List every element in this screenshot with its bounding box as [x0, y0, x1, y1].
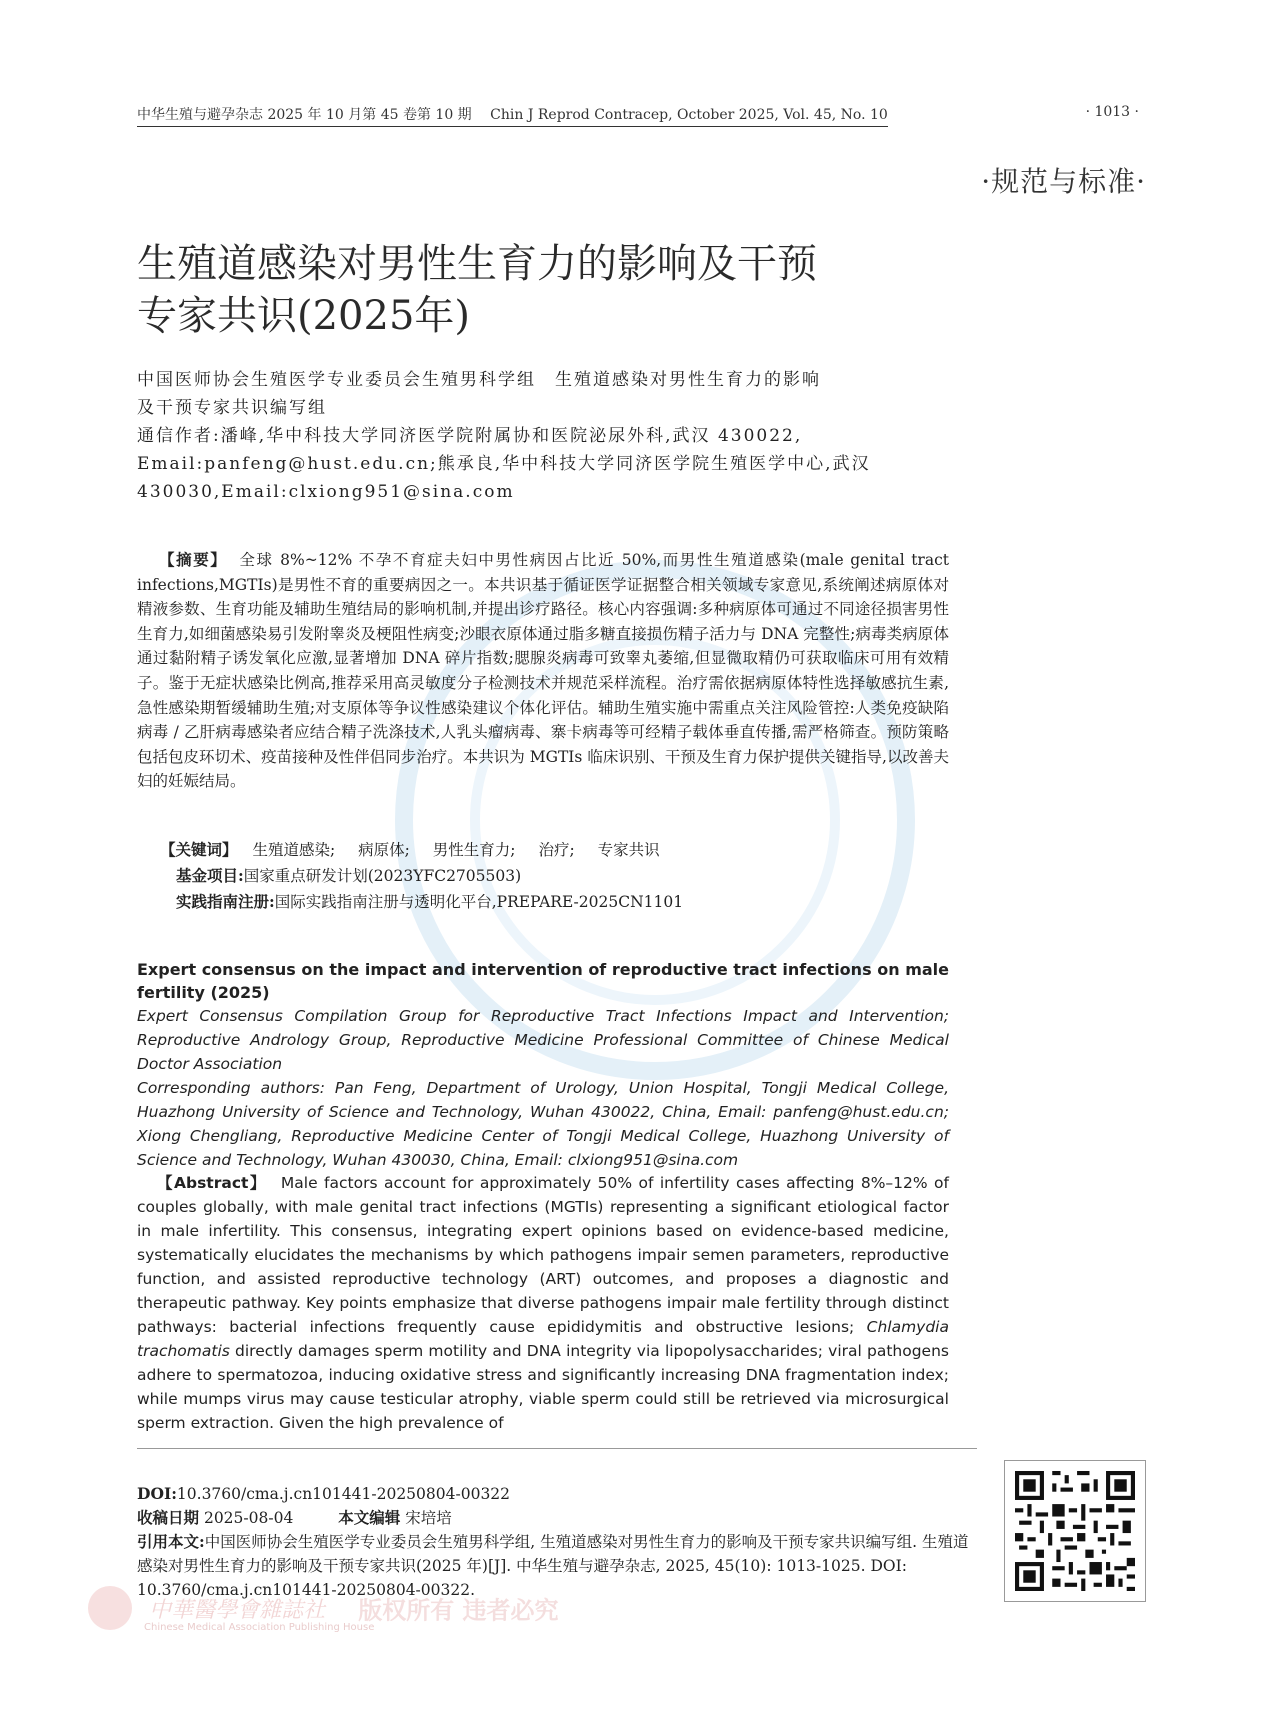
keyword: 病原体; [358, 841, 410, 859]
funding-text: 国家重点研发计划(2023YFC2705503) [243, 867, 522, 885]
running-header [137, 104, 1139, 128]
abstract-cn-text: 全球 8%~12% 不孕不育症夫妇中男性病因占比近 50%,而男性生殖道感染(male genital tract infections,MGTIs)是男性不育的重要病因之一。本共识基于循证医学证据整合相关领域专家意见,系统阐述病原体对精液参数、生育功能及辅助生殖结局的影响机制,并提出诊疗路径。核心内容强调:多种病原体可通过不同途径损害男性生育力,如细菌感染易引发附睾炎及梗阻性病变;沙眼衣原体通过脂多糖直接损伤精子活力与 DNA 完整性;病毒类病原体通过黏附精子诱发氧化应激,显著增加 DNA 碎片指数;腮腺炎病毒可致睾丸萎缩,但显微取精仍可获取临床可用有效精子。鉴于无症状感染比例高,推荐采用高灵敏度分子检测技术并规范采样流程。治疗需依据病原体特性选择敏感抗生素,急性感染期暂缓辅助生殖;对支原体等争议性感染建议个体化评估。辅助生殖实施中需重点关注风险管控:人类免疫缺陷病毒 / 乙肝病毒感染者应结合精子洗涤技术,人乳头瘤病毒、寨卡病毒等可经精子载体垂直传播,需严格筛查。预防策略包括包皮环切术、疫苗接种及性伴侣同步治疗。本共识为 MGTIs 临床识别、干预及生育力保护提供关键指导,以改善夫妇的妊娠结局。 [137, 551, 949, 791]
publisher-name-en: Chinese Medical Association Publishing House [144, 1622, 375, 1633]
qr-code[interactable] [1004, 1460, 1146, 1602]
doi-label: DOI: [137, 1484, 177, 1503]
funding-label: 基金项目: [176, 866, 244, 885]
abstract-cn-label: 【摘要】 [159, 550, 228, 569]
corresponding-line: 430030,Email:clxiong951@sina.com [137, 482, 515, 502]
funding [176, 864, 521, 886]
title-line-2: 专家共识(2025年) [137, 293, 471, 339]
corresponding-line: Email:panfeng@hust.edu.cn;熊承良,华中科技大学同济医学院生殖医学中心,武汉 [137, 454, 871, 474]
abstract-en-text: directly damages sperm motility and DNA integrity via lipopolysaccharides; viral pathogens adhere to spermatozoa, inducing oxidative stress and significantly increasing DNA fragmentation index; while mumps virus may cause testicular atrophy, viable sperm could still be retrieved via microsurgical sperm extraction. Given the high prevalence of [137, 1342, 949, 1432]
abstract-cn [137, 548, 949, 794]
publisher-emblem-icon [88, 1586, 132, 1630]
citation-label: 引用本文: [137, 1532, 205, 1551]
page-number: · 1013 · [1085, 104, 1139, 120]
corresponding-line: 通信作者:潘峰,华中科技大学同济医学院附属协和医院泌尿外科,武汉 430022, [137, 426, 803, 446]
journal-name-en: Chin J Reprod Contracep, October 2025, Vol. 45, No. 10 [490, 107, 888, 123]
copyright-notice: 版权所有 违者必究 [358, 1595, 559, 1625]
author-group-line: 中国医师协会生殖医学专业委员会生殖男科学组 生殖道感染对男性生育力的影响 [137, 370, 821, 390]
registration [176, 890, 683, 912]
footer-info [137, 1482, 977, 1602]
keyword: 男性生育力; [432, 841, 516, 859]
publisher-name: 中華醫學會雜誌社 [149, 1597, 326, 1623]
title-line-1: 生殖道感染对男性生育力的影响及干预 [137, 241, 817, 287]
english-corresponding: Corresponding authors: Pan Feng, Department of Urology, Union Hospital, Tongji Medical College, Huazhong University of Science and Technology, Wuhan 430022, China, Email: panfeng@hust.edu.cn; Xiong Chengliang, Reproductive Medicine Center of Tongji Medical College, Huazhong University of Science and Technology, Wuhan 430030, China, Email: clxiong951@sina.com [137, 1079, 949, 1169]
author-block [137, 366, 957, 506]
author-group-line: 及干预专家共识编写组 [137, 398, 327, 418]
doi-link[interactable]: 10.3760/cma.j.cn101441-20250804-00322 [176, 1485, 511, 1503]
doi-line [137, 1482, 977, 1506]
english-title: Expert consensus on the impact and intervention of reproductive tract infections on male fertility (2025) [137, 960, 949, 1002]
keyword: 专家共识 [597, 841, 660, 859]
registration-label: 实践指南注册: [176, 892, 275, 911]
section-tag: ·规范与标准· [981, 165, 1146, 198]
publisher-logo [88, 1586, 559, 1633]
citation-text: 中国医师协会生殖医学专业委员会生殖男科学组, 生殖道感染对男性生育力的影响及干预专家共识编写组. 生殖道感染对男性生育力的影响及干预专家共识(2025 年)[J]. 中华生殖与避孕杂志, 2025, 45(10): 1013-1025. DOI: 10.3760/cma.j.cn101441-20250804-00322. [137, 1533, 969, 1599]
registration-text: 国际实践指南注册与透明化平台,PREPARE-2025CN1101 [274, 893, 684, 911]
abstract-en-text: Male factors account for approximately 50% of infertility cases affecting 8%–12% of couples globally, with male genital tract infections (MGTIs) representing a significant etiological factor in male infertility. This consensus, integrating expert opinions based on evidence-based medicine, systematically elucidates the mechanisms by which pathogens impair semen parameters, reproductive function, and assisted reproductive technology (ART) outcomes, and proposes a diagnostic and therapeutic pathway. Key points emphasize that diverse pathogens impair male fertility through distinct pathways: bacterial infections frequently cause epididymitis and obstructive lesions; [137, 1174, 949, 1336]
footer-divider [137, 1448, 977, 1449]
received-line [137, 1506, 977, 1530]
keywords-label: 【关键词】 [160, 840, 238, 859]
keyword: 生殖道感染; [252, 841, 336, 859]
editor-name: 宋培培 [405, 1509, 452, 1527]
editor-label: 本文编辑 [338, 1508, 401, 1527]
abstract-en-label: 【Abstract】 [157, 1174, 267, 1192]
received-label: 收稿日期 [137, 1508, 200, 1527]
abstract-en [137, 1171, 949, 1435]
journal-citation [137, 104, 888, 127]
received-date: 2025-08-04 [203, 1509, 294, 1527]
abstract-en-species: Chlamydia trachomatis [137, 1318, 949, 1360]
english-author-group: Expert Consensus Compilation Group for Reproductive Tract Infections Impact and Intervention; Reproductive Andrology Group, Reproductive Medicine Professional Committee of Chinese Medical Doctor Association [137, 1007, 949, 1073]
keyword: 治疗; [538, 841, 575, 859]
english-authors [137, 1004, 949, 1172]
keywords [160, 838, 678, 860]
qr-code-icon [1015, 1471, 1135, 1591]
journal-name-cn: 中华生殖与避孕杂志 2025 年 10 月第 45 卷第 10 期 [137, 107, 472, 123]
article-title [137, 238, 1037, 342]
